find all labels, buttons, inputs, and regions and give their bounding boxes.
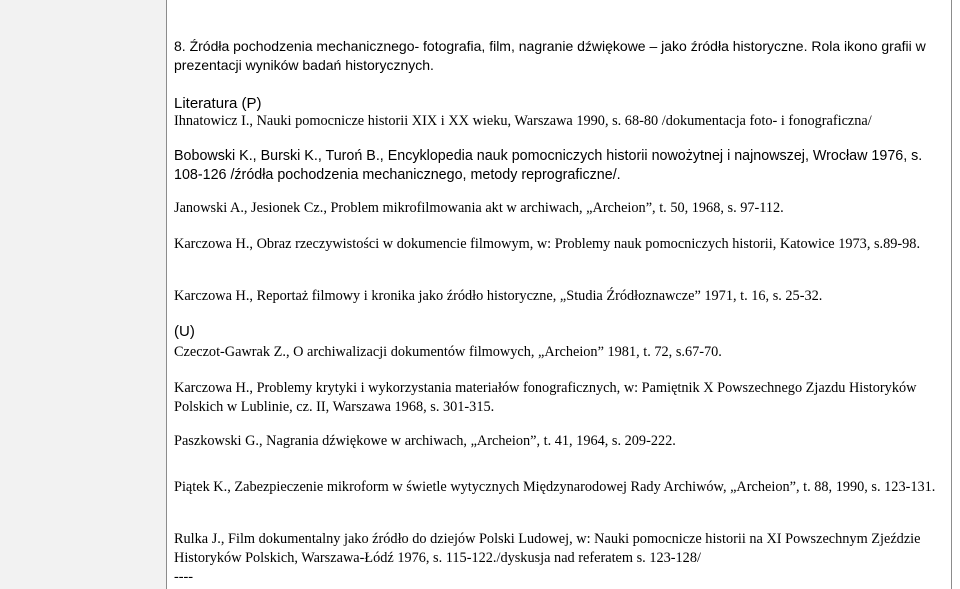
bib-entry	[174, 199, 946, 218]
bib-author: Ihnatowicz I.	[174, 113, 250, 129]
trailing-dashes: ----	[174, 569, 194, 585]
bib-entry	[174, 379, 946, 417]
bib-text: , Nagrania dźwiękowe w archiwach, „Archeion”, t. 41, 1964, s. 209-222.	[259, 433, 676, 449]
bib-text: , Problem mikrofilmowania akt w archiwach, „Archeion”, t. 50, 1968, s. 97-112.	[323, 200, 784, 216]
bib-text: , Nauki pomocnicze historii XIX i XX wieku, Warszawa 1990, s. 68-80 /dokumentacja foto- i fonograficzna/	[249, 113, 872, 129]
bib-author: Rulka J.	[174, 531, 221, 547]
bib-author: Bobowski K., Burski K., Turoń B.	[174, 148, 380, 164]
bib-text: , Film dokumentalny jako źródło do dziejów Polski Ludowej, w: Nauki pomocnicze historii na XI Powszechnym Zjeździe Historyków Polskich, Warszawa-Łódź 1976, s. 115-122./dyskusja nad referatem s. 123-128/	[174, 531, 921, 566]
bib-entry	[174, 478, 946, 497]
left-column	[0, 0, 167, 589]
bib-entry	[174, 530, 946, 568]
bib-text: , Obraz rzeczywistości w dokumencie filmowym, w: Problemy nauk pomocniczych historii, Katowice 1973, s.89-98.	[249, 236, 921, 252]
bib-author: Paszkowski G.	[174, 433, 259, 449]
bib-author: Janowski A., Jesionek Cz.	[174, 200, 324, 216]
supplementary-label: (U)	[174, 323, 195, 340]
bib-author: Karczowa H.	[174, 236, 250, 252]
bib-entry	[174, 235, 946, 254]
bib-text: , O archiwalizacji dokumentów filmowych, „Archeion” 1981, t. 72, s.67-70.	[285, 344, 722, 360]
bib-entry	[174, 343, 946, 362]
section-heading: 8. Źródła pochodzenia mechanicznego- fotografia, film, nagranie dźwiękowe – jako źródła historyczne. Rola ikono grafii w prezentacji wyników badań historycznych.	[174, 38, 926, 73]
bib-entry	[174, 112, 946, 131]
bib-author: Karczowa H.	[174, 288, 250, 304]
bib-entry	[174, 147, 946, 185]
bib-text: , Problemy krytyki i wykorzystania materiałów fonograficznych, w: Pamiętnik X Powszechnego Zjazdu Historyków Polskich w Lublinie, cz. II, Warszawa 1968, s. 301-315.	[174, 380, 917, 415]
bib-author: Karczowa H.	[174, 380, 250, 396]
right-border	[951, 0, 952, 589]
bib-author: Czeczot-Gawrak Z.	[174, 344, 286, 360]
bib-entry	[174, 432, 946, 451]
bib-text: , Encyklopedia nauk pomocniczych historii nowożytnej i najnowszej, Wrocław 1976, s. 108-126 /źródła pochodzenia mechanicznego, metody reprograficzne/.	[174, 148, 923, 183]
bib-author: Piątek K.	[174, 479, 228, 495]
bib-text: , Reportaż filmowy i kronika jako źródło historyczne, „Studia Źródłoznawcze” 1971, t. 16, s. 25-32.	[249, 288, 823, 304]
literature-label: Literatura (P)	[174, 95, 262, 112]
bib-entry	[174, 287, 946, 306]
bib-text: , Zabezpieczenie mikroform w świetle wytycznych Międzynarodowej Rady Archiwów, „Archeion”, t. 88, 1990, s. 123-131.	[227, 479, 936, 495]
